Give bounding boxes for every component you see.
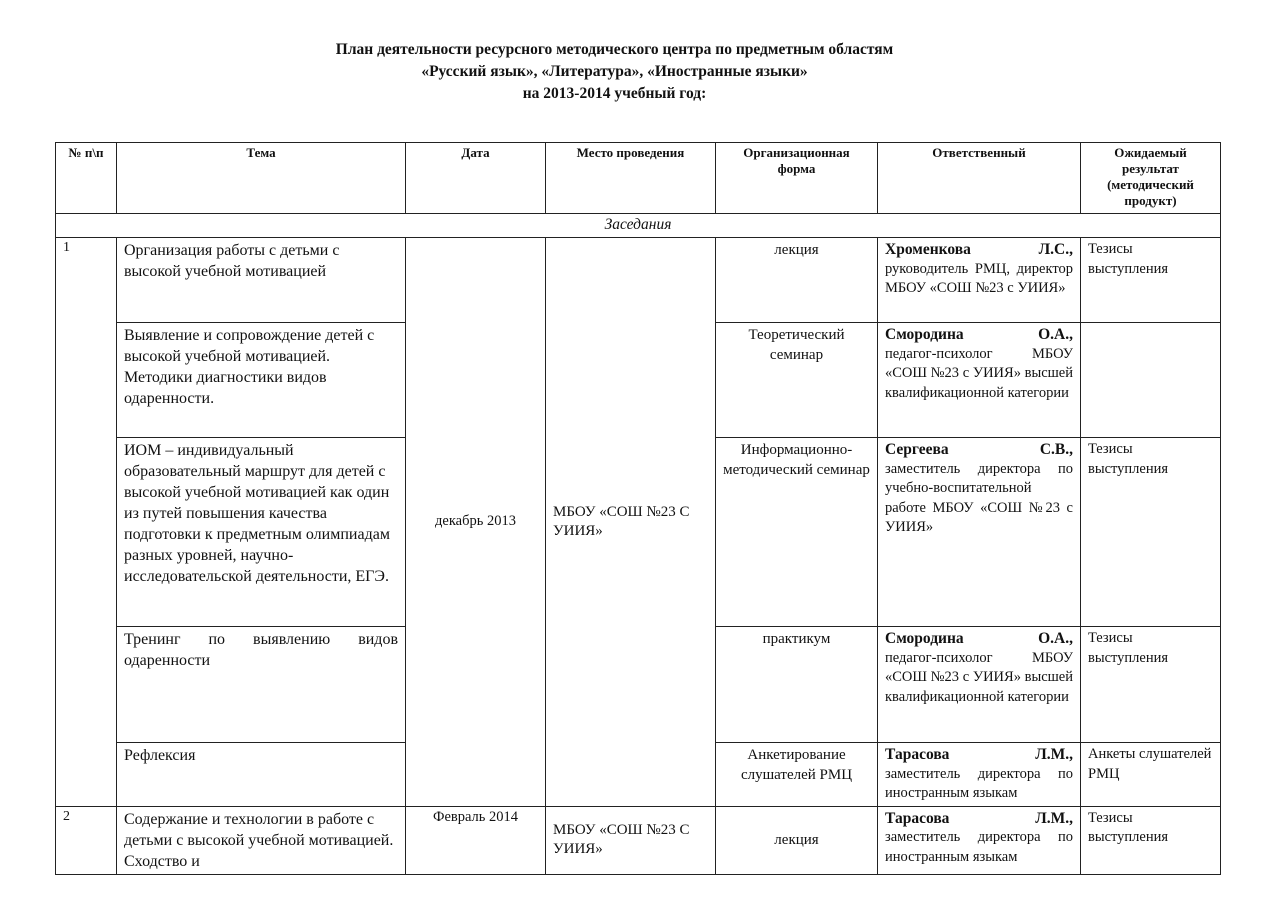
responsible-name: Хроменкова xyxy=(885,241,971,258)
form-cell: лекция xyxy=(716,238,878,323)
responsible-initials: Л.С., xyxy=(1038,241,1073,258)
title-line-3: на 2013-2014 учебный год: xyxy=(522,85,707,102)
responsible-initials: Л.М., xyxy=(1035,746,1073,763)
result-cell: Тезисы выступления xyxy=(1081,627,1221,743)
header-form: Организационная форма xyxy=(716,143,878,214)
responsible-name: Смородина xyxy=(885,326,964,343)
row-number: 1 xyxy=(56,238,117,807)
responsible-cell xyxy=(878,323,1081,438)
responsible-initials: О.А., xyxy=(1038,326,1073,343)
responsible-cell xyxy=(878,627,1081,743)
result-cell: Тезисы выступления xyxy=(1081,438,1221,627)
topic-cell: Рефлексия xyxy=(117,743,406,807)
document-title xyxy=(0,39,1229,105)
header-place: Место проведения xyxy=(546,143,716,214)
responsible-initials: О.А., xyxy=(1038,630,1073,647)
responsible-name: Сергеева xyxy=(885,441,949,458)
responsible-cell xyxy=(878,743,1081,807)
table-row xyxy=(56,806,1221,874)
responsible-position: педагог-психолог МБОУ «СОШ №23 с УИИЯ» высшей квалификационной категории xyxy=(885,649,1073,705)
responsible-position: заместитель директора по иностранным языкам xyxy=(885,765,1073,801)
responsible-name: Тарасова xyxy=(885,746,950,763)
responsible-position: руководитель РМЦ, директор МБОУ «СОШ №23 с УИИЯ» xyxy=(885,260,1073,296)
result-cell: Анкеты слушателей РМЦ xyxy=(1081,743,1221,807)
responsible-name: Смородина xyxy=(885,630,964,647)
place-cell: МБОУ «СОШ №23 С УИИЯ» xyxy=(546,806,716,874)
topic-cell: Организация работы с детьми с высокой учебной мотивацией xyxy=(117,238,406,323)
responsible-cell xyxy=(878,806,1081,874)
header-date: Дата xyxy=(406,143,546,214)
responsible-cell xyxy=(878,438,1081,627)
form-cell: практикум xyxy=(716,627,878,743)
form-cell: Анкетирование слушателей РМЦ xyxy=(716,743,878,807)
result-cell: Тезисы выступления xyxy=(1081,806,1221,874)
title-line-1: План деятельности ресурсного методического центра по предметным областям xyxy=(335,41,894,58)
form-cell: лекция xyxy=(716,806,878,874)
result-cell: Тезисы выступления xyxy=(1081,238,1221,323)
date-cell: Февраль 2014 xyxy=(406,806,546,874)
responsible-name: Тарасова xyxy=(885,809,950,827)
header-result: Ожидаемый результат (методический продукт) xyxy=(1081,143,1221,214)
header-num: № п\п xyxy=(56,143,117,214)
section-row xyxy=(56,214,1221,238)
section-title: Заседания xyxy=(56,214,1221,238)
row-number: 2 xyxy=(56,806,117,874)
topic-cell: Выявление и сопровождение детей с высокой учебной мотивацией. Методики диагностики видов одаренности. xyxy=(117,323,406,438)
topic-cell: ИОМ – индивидуальный образовательный маршрут для детей с высокой учебной мотивацией как один из путей повышения качества подготовки к предметным олимпиадам разных уровней, научно-исследовательской деятельности, ЕГЭ. xyxy=(117,438,406,627)
place-cell: МБОУ «СОШ №23 С УИИЯ» xyxy=(546,238,716,807)
responsible-position: заместитель директора по учебно-воспитательной работе МБОУ «СОШ №23 с УИИЯ» xyxy=(885,460,1073,535)
header-topic: Тема xyxy=(117,143,406,214)
result-cell xyxy=(1081,323,1221,438)
responsible-initials: С.В., xyxy=(1039,441,1073,458)
responsible-position: заместитель директора по иностранным языкам xyxy=(885,829,1073,865)
table-row xyxy=(56,238,1221,323)
responsible-initials: Л.М., xyxy=(1035,809,1073,827)
responsible-position: педагог-психолог МБОУ «СОШ №23 с УИИЯ» высшей квалификационной категории xyxy=(885,345,1073,401)
topic-cell: Содержание и технологии в работе с детьми с высокой учебной мотивацией. Сходство и xyxy=(117,806,406,874)
responsible-cell xyxy=(878,238,1081,323)
form-cell: Информационно-методический семинар xyxy=(716,438,878,627)
form-cell: Теоретический семинар xyxy=(716,323,878,438)
date-cell: декабрь 2013 xyxy=(406,238,546,807)
header-responsible: Ответственный xyxy=(878,143,1081,214)
plan-table xyxy=(55,142,1221,875)
topic-cell: Тренинг по выявлению видов одаренности xyxy=(117,627,406,743)
title-line-2: «Русский язык», «Литература», «Иностранные языки» xyxy=(421,63,808,80)
header-row xyxy=(56,143,1221,214)
